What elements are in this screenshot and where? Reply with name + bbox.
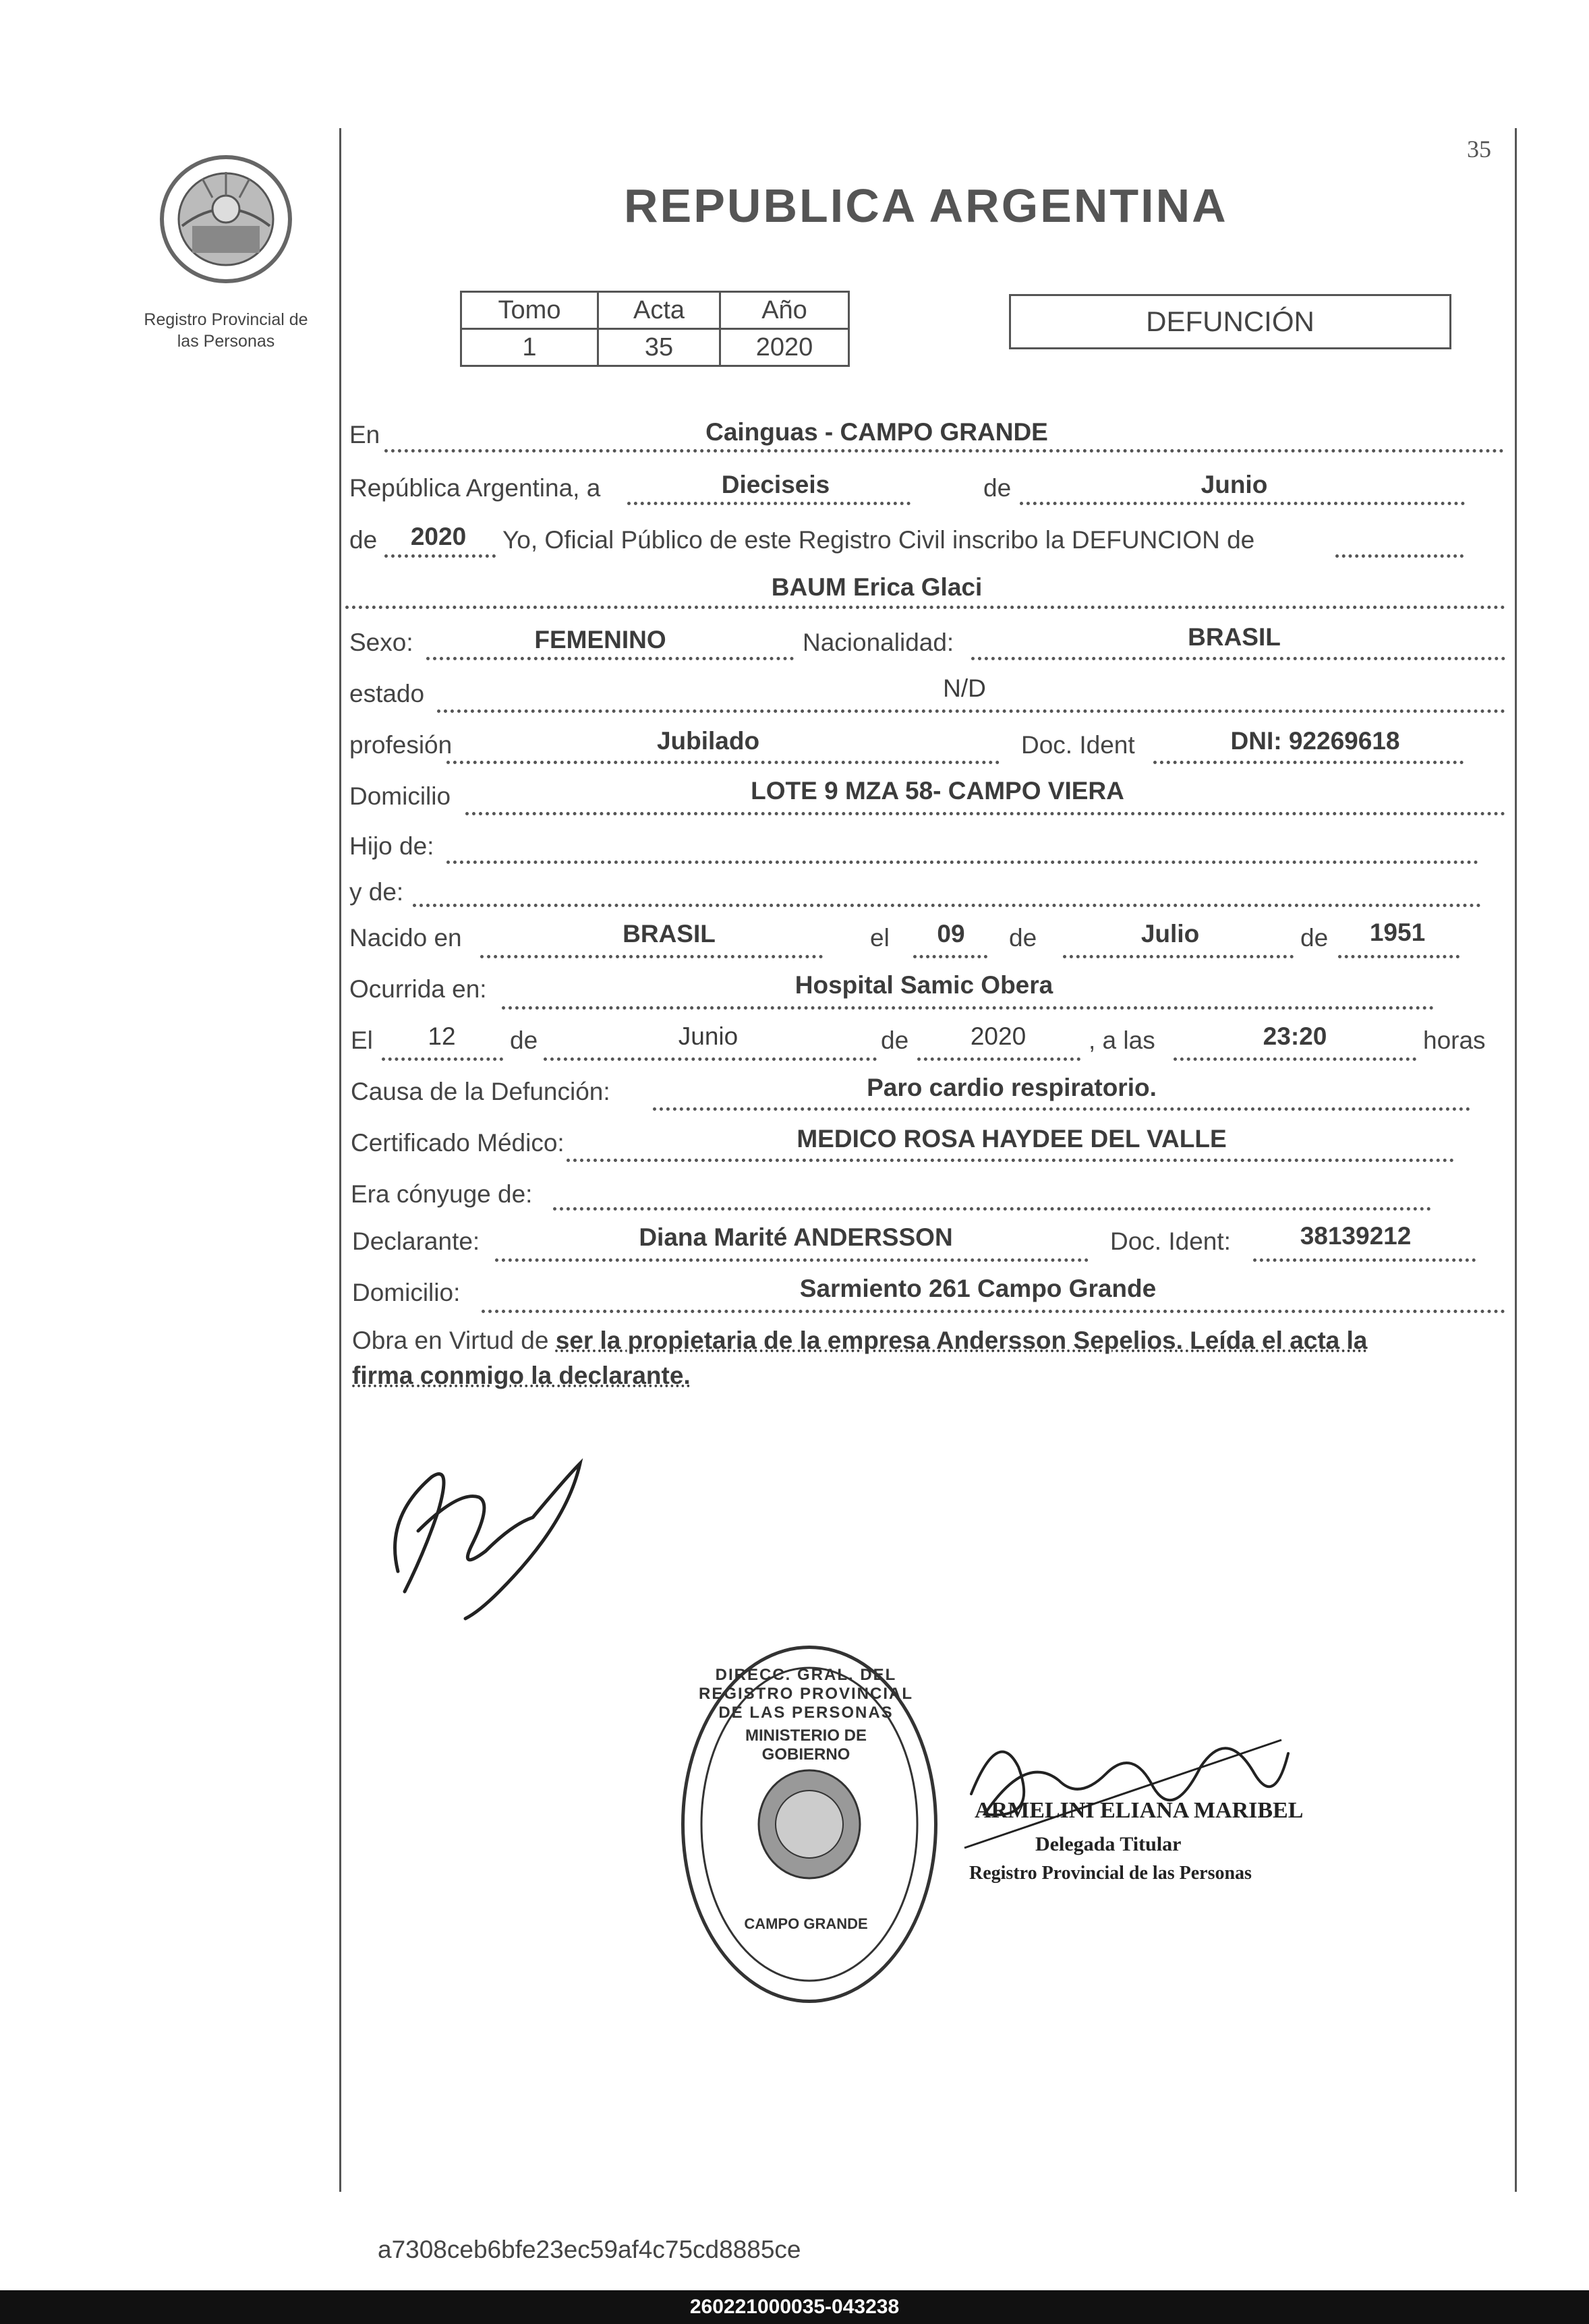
registry-label-line2: las Personas	[177, 332, 275, 351]
day-dots	[627, 502, 911, 505]
ocurrida-value: Hospital Samic Obera	[794, 971, 1053, 999]
de3-label: de	[1009, 924, 1037, 952]
en-value: Cainguas - CAMPO GRANDE	[705, 418, 1048, 446]
obra-value-line1: ser la propietaria de la empresa Andersson Sepelios. Leída el acta la	[555, 1327, 1368, 1354]
alas-label: , a las	[1089, 1026, 1155, 1054]
de-label: de	[983, 474, 1012, 502]
nacido-label: Nacido en	[349, 924, 462, 952]
nacionalidad-dots	[971, 657, 1505, 660]
docident2-value: 38139212	[1300, 1222, 1412, 1250]
misiones-seal-logo	[155, 145, 297, 287]
birth-year: 1951	[1369, 919, 1426, 946]
page-number: 35	[1467, 136, 1491, 163]
barcode-strip	[0, 2290, 1589, 2324]
sexo-dots	[426, 657, 794, 660]
el2-label: El	[351, 1026, 373, 1054]
nacionalidad-label: Nacionalidad:	[803, 629, 954, 656]
profesion-label: profesión	[349, 731, 453, 759]
death-time-dots	[1174, 1057, 1416, 1061]
barcode-text: 260221000035-043238	[689, 2296, 900, 2318]
domicilio-value: LOTE 9 MZA 58- CAMPO VIERA	[751, 777, 1124, 805]
officer-name: ARMELINI ELIANA MARIBEL	[975, 1798, 1304, 1823]
name-dots	[345, 606, 1505, 609]
acta-value-tomo: 1	[461, 329, 598, 366]
registry-label	[115, 309, 337, 352]
docident-label: Doc. Ident	[1021, 731, 1135, 759]
death-day: 12	[428, 1022, 456, 1050]
death-month: Junio	[678, 1022, 739, 1050]
birth-month-dots	[1063, 955, 1294, 958]
stamp-outer-text: DIRECC. GRAL. DEL REGISTRO PROVINCIAL DE LAS PERSONAS	[698, 1666, 914, 1722]
en-label: En	[349, 421, 380, 448]
stamp-inner-text: MINISTERIO DE GOBIERNO	[745, 1726, 867, 1764]
declarante-dots	[495, 1258, 1089, 1262]
ocurrida-dots	[502, 1006, 1434, 1010]
estado-dots	[437, 709, 1505, 713]
officer-role: Delegada Titular	[1035, 1833, 1182, 1855]
ocurrida-label: Ocurrida en:	[349, 975, 487, 1003]
birth-day-dots	[913, 955, 987, 958]
profesion-dots	[446, 761, 1000, 764]
acta-header-tomo: Tomo	[461, 292, 598, 329]
horas-label: horas	[1423, 1026, 1486, 1054]
causa-dots	[653, 1107, 1470, 1111]
de2-label: de	[349, 526, 378, 554]
de5-label: de	[510, 1026, 538, 1054]
death-year-dots	[917, 1057, 1080, 1061]
acta-value-acta: 35	[598, 329, 720, 366]
docident-value: DNI: 92269618	[1230, 727, 1400, 755]
estado-value: N/D	[943, 674, 986, 702]
causa-value: Paro cardio respiratorio.	[867, 1074, 1157, 1101]
acta-header-acta: Acta	[598, 292, 720, 329]
declarante-value: Diana Marité ANDERSSON	[639, 1223, 953, 1251]
declarante-label: Declarante:	[352, 1227, 480, 1255]
death-day-dots	[382, 1057, 503, 1061]
obra-block	[352, 1323, 1505, 1393]
domicilio2-label: Domicilio:	[352, 1279, 461, 1306]
left-margin-line	[339, 128, 341, 2192]
day-value: Dieciseis	[721, 471, 830, 498]
death-month-dots	[544, 1057, 877, 1061]
el-label: el	[870, 924, 890, 952]
inscribo-dots	[1335, 554, 1464, 558]
causa-label: Causa de la Defunción:	[351, 1078, 610, 1105]
inscribo-text: Yo, Oficial Público de este Registro Civil inscribo la DEFUNCION de	[502, 526, 1255, 554]
docident2-dots	[1253, 1258, 1476, 1262]
yde-dots	[413, 904, 1481, 907]
domicilio-label: Domicilio	[349, 782, 451, 810]
death-year: 2020	[970, 1022, 1027, 1050]
declarant-signature	[378, 1436, 600, 1625]
estado-label: estado	[349, 680, 425, 707]
hijo-dots	[446, 861, 1478, 864]
yde-label: y de:	[349, 878, 404, 906]
conyuge-dots	[553, 1207, 1431, 1211]
hijo-label: Hijo de:	[349, 832, 434, 860]
year-dots	[384, 554, 496, 558]
month-value: Junio	[1201, 471, 1268, 498]
obra-value-line2: firma conmigo la declarante.	[352, 1362, 691, 1389]
domicilio2-value: Sarmiento 261 Campo Grande	[799, 1275, 1157, 1302]
sexo-label: Sexo:	[349, 629, 413, 656]
birth-day: 09	[937, 920, 965, 948]
birth-month: Julio	[1140, 920, 1200, 948]
month-dots	[1020, 502, 1465, 505]
profesion-value: Jubilado	[656, 727, 760, 755]
death-time: 23:20	[1263, 1022, 1327, 1050]
de6-label: de	[881, 1026, 909, 1054]
year-value: 2020	[410, 523, 467, 550]
document-hash: a7308ceb6bfe23ec59af4c75cd8885ce	[378, 2236, 801, 2263]
nacido-value: BRASIL	[623, 920, 716, 948]
en-dots	[384, 449, 1504, 453]
docident2-label: Doc. Ident:	[1110, 1227, 1231, 1255]
acta-header-anio: Año	[720, 292, 849, 329]
acta-table	[460, 291, 850, 367]
nacionalidad-value: BRASIL	[1188, 623, 1281, 651]
acta-value-anio: 2020	[720, 329, 849, 366]
stamp-bottom-text: CAMPO GRANDE	[744, 1915, 868, 1932]
nacido-dots	[480, 955, 823, 958]
page-title: REPUBLICA ARGENTINA	[624, 179, 1228, 232]
obra-label: Obra en Virtud de	[352, 1327, 549, 1354]
deceased-name: BAUM Erica Glaci	[771, 573, 983, 601]
certificado-dots	[567, 1159, 1454, 1162]
conyuge-label: Era cónyuge de:	[351, 1180, 533, 1208]
registry-label-line1: Registro Provincial de	[144, 310, 308, 329]
birth-year-dots	[1338, 955, 1460, 958]
sexo-value: FEMENINO	[534, 626, 666, 653]
certificado-label: Certificado Médico:	[351, 1129, 565, 1157]
domicilio2-dots	[482, 1310, 1505, 1313]
doc-type-box	[1009, 294, 1451, 349]
domicilio-dots	[465, 812, 1505, 815]
doc-type: DEFUNCIÓN	[1146, 306, 1314, 337]
certificado-value: MEDICO ROSA HAYDEE DEL VALLE	[797, 1125, 1227, 1153]
de4-label: de	[1300, 924, 1329, 952]
officer-office: Registro Provincial de las Personas	[969, 1863, 1252, 1884]
right-margin-line	[1515, 128, 1517, 2192]
republica-label: República Argentina, a	[349, 474, 601, 502]
docident-dots	[1153, 761, 1464, 764]
